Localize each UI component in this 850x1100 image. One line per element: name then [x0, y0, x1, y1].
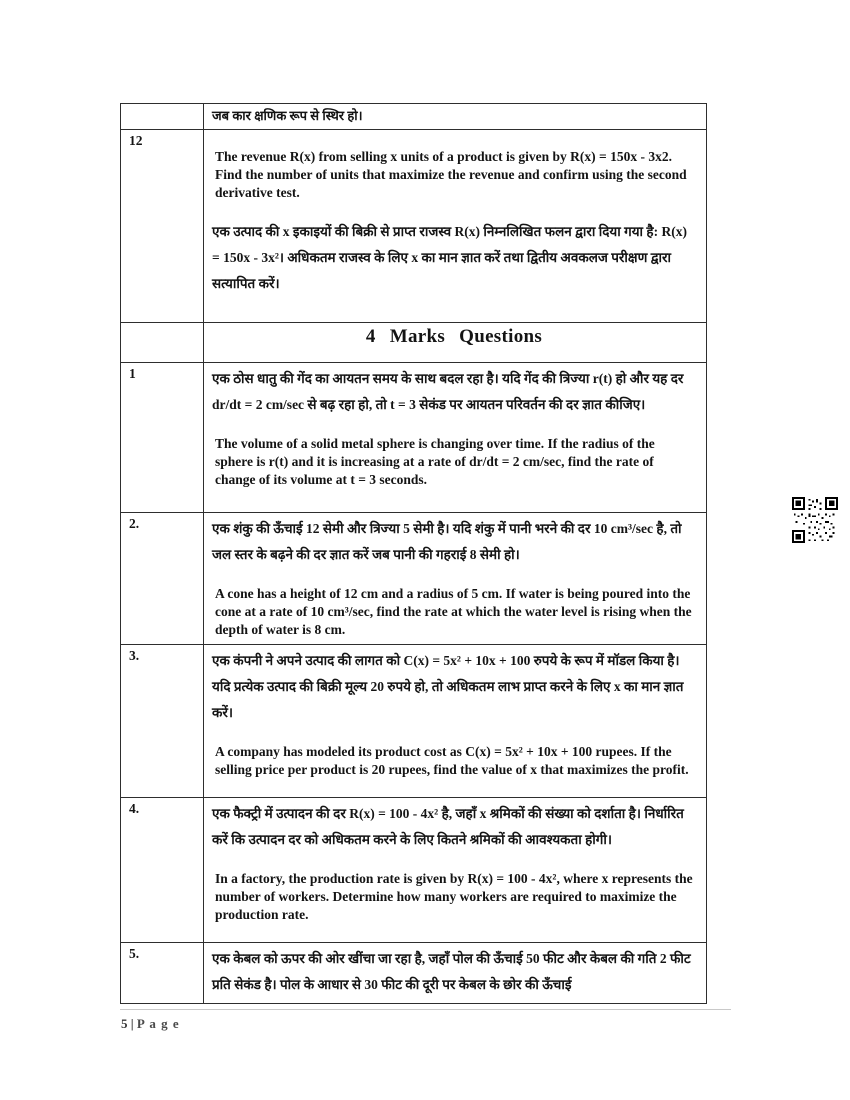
question-text-english: A company has modeled its product cost as C(x) = 5x² + 10x + 100 rupees. If the selling price per product is 20 rupees, find the value of x that maximizes the profit. — [215, 744, 689, 777]
table-row — [121, 645, 707, 798]
table-row — [121, 363, 707, 513]
question-text-hindi: एक शंकु की ऊँचाई 12 सेमी और त्रिज्या 5 सेमी है। यदि शंकु में पानी भरने की दर 10 cm³/sec है, तो जल स्तर के बढ़ने की दर ज्ञात करें जब पानी की गहराई 8 सेमी हो। — [212, 521, 682, 562]
table-row — [121, 130, 707, 323]
question-text-hindi: एक कंपनी ने अपने उत्पाद की लागत को C(x) = 5x² + 10x + 100 रुपये के रूप में मॉडल किया है। यदि प्रत्येक उत्पाद की बिक्री मूल्य 20 रुपये हो, तो अधिकतम लाभ प्राप्त करने के लिए x का मान ज्ञात करें। — [212, 653, 684, 720]
table-row — [121, 798, 707, 943]
question-text-english: In a factory, the production rate is given by R(x) = 100 - 4x², where x represents the number of workers. Determine how many workers are required to maximize the production rate. — [215, 871, 693, 922]
question-number: 3. — [121, 645, 204, 798]
question-text-english: A cone has a height of 12 cm and a radius of 5 cm. If water is being poured into the cone at a rate of 10 cm³/sec, find the rate at which the water level is rising when the depth of water is 8 cm. — [215, 586, 692, 637]
question-text-english: The volume of a solid metal sphere is changing over time. If the radius of the sphere is r(t) and it is increasing at a rate of dr/dt = 2 cm/sec, find the rate of change of its volume at t = 3 seconds. — [215, 436, 655, 487]
table-row — [121, 943, 707, 1004]
question-number: 12 — [121, 130, 204, 323]
question-number — [121, 323, 204, 363]
section-header-row — [121, 323, 707, 363]
question-text-hindi: एक फैक्ट्री में उत्पादन की दर R(x) = 100 - 4x² है, जहाँ x श्रमिकों की संख्या को दर्शाता है। निर्धारित करें कि उत्पादन दर को अधिकतम करने के लिए कितने श्रमिकों की आवश्यकता होगी। — [212, 806, 684, 847]
question-text-hindi: जब कार क्षणिक रूप से स्थिर हो। — [212, 108, 363, 123]
footer-separator: | — [130, 1016, 134, 1031]
page-number: 5 — [121, 1016, 128, 1031]
question-number: 2. — [121, 513, 204, 645]
qr-code-graphic — [792, 497, 838, 543]
section-title: 4 Marks Questions — [204, 323, 707, 363]
table-row — [121, 513, 707, 645]
question-number: 1 — [121, 363, 204, 513]
question-text-hindi: एक ठोस धातु की गेंद का आयतन समय के साथ बदल रहा है। यदि गेंद की त्रिज्या r(t) हो और यह दर dr/dt = 2 cm/sec से बढ़ रहा हो, तो t = 3 सेकंड पर आयतन परिवर्तन की दर ज्ञात कीजिए। — [212, 371, 684, 412]
question-number — [121, 104, 204, 130]
questions-table — [120, 103, 707, 1004]
table-row — [121, 104, 707, 130]
question-text-hindi: एक केबल को ऊपर की ओर खींचा जा रहा है, जहाँ पोल की ऊँचाई 50 फीट और केबल की गति 2 फीट प्रति सेकंड है। पोल के आधार से 30 फीट की दूरी पर केबल के छोर की ऊँचाई — [212, 951, 691, 992]
footer-divider — [120, 1009, 731, 1010]
question-number: 5. — [121, 943, 204, 1004]
question-text-hindi: एक उत्पाद की x इकाइयों की बिक्री से प्राप्त राजस्व R(x) निम्नलिखित फलन द्वारा दिया गया है: R(x) = 150x - 3x²। अधिकतम राजस्व के लिए x का मान ज्ञात करें तथा द्वितीय अवकलज परीक्षण द्वारा सत्यापित करें। — [212, 224, 687, 291]
qr-code — [792, 497, 838, 543]
page-footer — [121, 1016, 180, 1032]
question-number: 4. — [121, 798, 204, 943]
question-text-english: The revenue R(x) from selling x units of a product is given by R(x) = 150x - 3x2. Find the number of units that maximize the revenue and confirm using the second derivative test. — [215, 149, 687, 200]
footer-page-word: P a g e — [136, 1016, 180, 1031]
